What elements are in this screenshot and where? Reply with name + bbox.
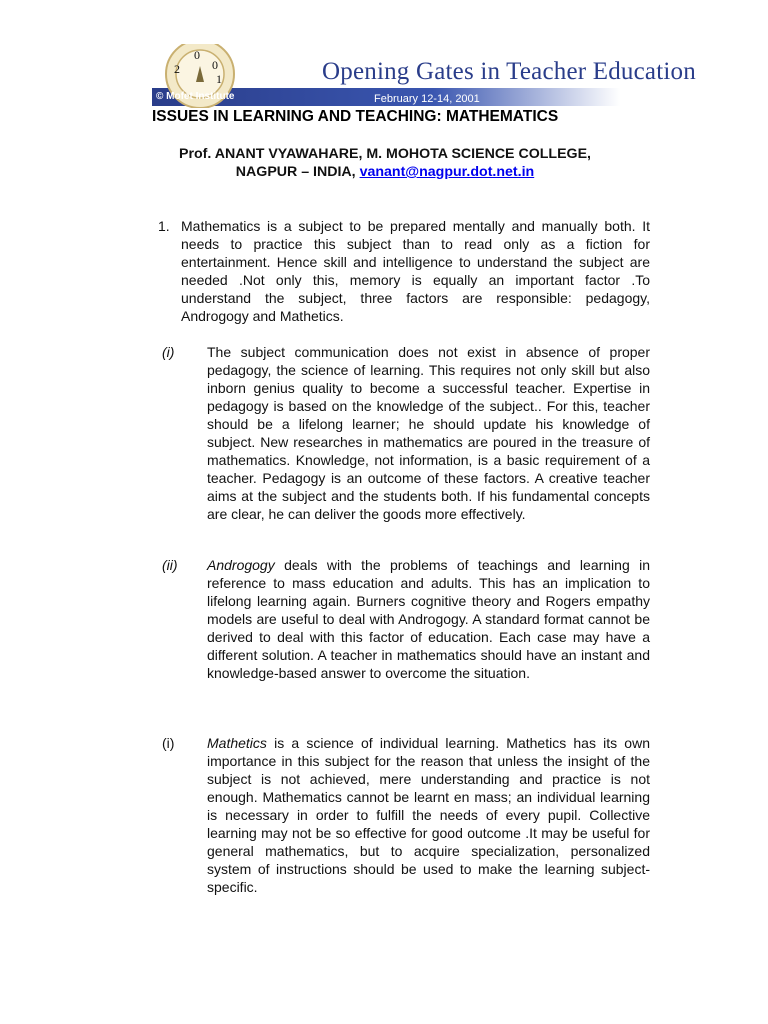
point-marker: (i) (162, 344, 175, 360)
point-text: The subject communication does not exist in absence of proper pedagogy, the science of learning. This requires not only skill but also inborn genius quality to become a successful teacher. Expertise in pedagogy is based on the knowledge of the subject.. For this, teacher should be a lifelong learner; he should update his knowledge of subject. New researches in mathematics are poured in the treasure of mathematics. Knowledge, not information, is a basic requirement of a teacher. Pedagogy is an outcome of these factors. A creative teacher aims at the subject and the students both. If his fundamental concepts are clear, he can deliver the goods more effectively. (207, 344, 650, 522)
point-marker: (i) (162, 735, 175, 751)
point-pedagogy (158, 343, 650, 523)
point-androgogy (158, 556, 650, 682)
author-block (150, 145, 620, 181)
banner-title: Opening Gates in Teacher Education (322, 58, 696, 85)
point-text: Mathematics is a subject to be prepared mentally and manually both. It needs to practice this subject than to read only as a fiction for entertainment. Hence skill and intelligence to understand the subject are needed .Not only this, memory is equally an important factor .To understand the subject, three factors are responsible: pedagogy, Androgogy and Mathetics. (181, 218, 650, 324)
point-marker: (ii) (162, 557, 178, 573)
logo-digit: 2 (174, 62, 180, 76)
point-marker: 1. (158, 218, 170, 234)
logo-digit: 1 (216, 72, 222, 86)
conference-date: February 12-14, 2001 (374, 93, 480, 105)
point-text (207, 734, 650, 896)
logo-digit: 0 (194, 48, 200, 62)
author-location (150, 163, 620, 181)
term-mathetics: Mathetics (207, 735, 267, 751)
document-title: ISSUES IN LEARNING AND TEACHING: MATHEMATICS (152, 108, 559, 125)
point-description: is a science of individual learning. Mathetics has its own importance in this subject for the reason that unless the insight of the subject is not achieved, mere understanding and practice is not enough. Mathematics cannot be learnt en mass; an individual learning is necessary in order to fulfill the needs of every pupil. Collective learning may not be so effective for good outcome .It may be useful for general mathematics, but to acquire specialization, personalized system of instructions should be used to make the learning subject-specific. (207, 735, 650, 895)
institute-label: © Mofet Institute (156, 91, 235, 102)
point-mathetics (158, 734, 650, 896)
author-email-link[interactable]: vanant@nagpur.dot.net.in (359, 164, 535, 180)
term-androgogy: Androgogy (207, 557, 275, 573)
point-text (207, 556, 650, 682)
point-1 (158, 217, 650, 325)
author-line: Prof. ANANT VYAWAHARE, M. MOHOTA SCIENCE COLLEGE, (179, 146, 591, 162)
conference-banner (152, 44, 696, 108)
point-description: deals with the problems of teachings and learning in reference to mass education and adults. This has an implication to lifelong learning again. Burners cognitive theory and Rogers empathy models are useful to deal with Androgogy. A standard format cannot be derived to deal with this factor of education. Each case may have a different solution. A teacher in mathematics should have an instant and knowledge-based answer to overcome the situation. (207, 557, 650, 681)
author-city: NAGPUR – INDIA, (235, 164, 360, 180)
logo-digit: 0 (212, 58, 218, 72)
